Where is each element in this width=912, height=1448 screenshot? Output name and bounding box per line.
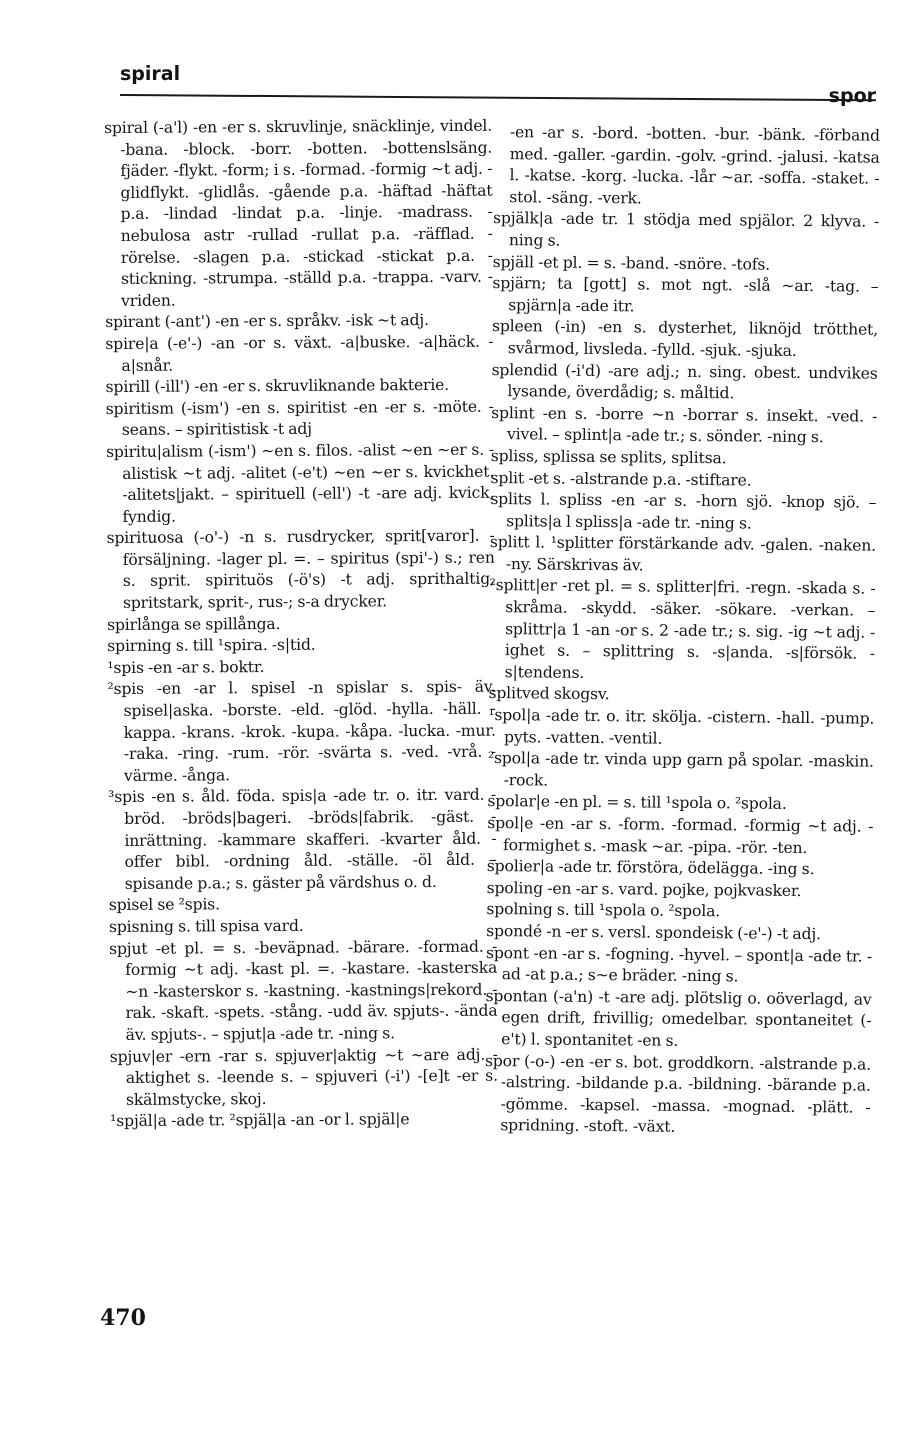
dictionary-entry: spolar|e -en pl. = s. till ¹spola o. ²spola.: [487, 792, 787, 814]
dictionary-entry: spisel se ²spis.: [108, 895, 220, 915]
right-column: [484, 122, 880, 1141]
dictionary-entry: spirlånga se spillånga.: [107, 614, 281, 634]
dictionary-entry: spolier|a -ade tr. förstöra, ödelägga. -ing s.: [486, 857, 815, 879]
dictionary-entry-continuation: -en -ar s. -bord. -botten. -bur. -bänk. -förband med. -galler. -gardin. -golv. -grind. -jalusi. -katsa l. -katse. -korg. -lucka. -lår ~ar. -soffa. -staket. -stol. -säng. -verk.: [509, 123, 880, 208]
dictionary-entry: spont -en -ar s. -fogning. -hyvel. – spont|a -ade tr. -ad -at p.a.; s~e bräder. -ning s.: [485, 943, 873, 986]
running-head-right: spor: [828, 85, 876, 107]
dictionary-entry: spire|a (-e'-) -an -or s. växt. -a|buske. -a|häck. -a|snår.: [105, 332, 494, 375]
dictionary-entry: spor (-o-) -en -er s. bot. groddkorn. -alstrande p.a. -alstring. -bildande p.a. -bildning. -bärande p.a. -gömme. -kapsel. -massa. -mognad. -plätt. -spridning. -stoft. -växt.: [484, 1051, 872, 1137]
dictionary-entry: spjälk|a -ade tr. 1 stödja med spjälor. 2 klyva. -ning s.: [492, 209, 880, 250]
dictionary-entry: ¹spol|a -ade tr. o. itr. skölja. -cistern. -hall. -pump. pyts. -vatten. -ventil.: [488, 706, 875, 748]
dictionary-entry: spiritu|alism (-ism') ~en s. filos. -alist ~en ~er s. -alistisk ~t adj. -alitet (-e't) ~en ~er s. kvickhet. -alitets|jakt. – spirituell (-ell') -t -are adj. kvick, fyndig.: [105, 440, 495, 526]
dictionary-entry: spirill (-ill') -en -er s. skruvliknande bakterie.: [105, 376, 450, 397]
dictionary-entry: splits l. spliss -en -ar s. -horn sjö. -knop sjö. – splits|a l spliss|a -ade tr. -ning s.: [490, 490, 877, 533]
dictionary-entry: ¹spis -en -ar s. boktr.: [107, 657, 265, 677]
dictionary-entry: spleen (-in) -en s. dysterhet, liknöjd trötthet, svårmod, livsleda. -fylld. -sjuk. -sjuka.: [491, 317, 879, 360]
dictionary-entry: spirning s. till ¹spira. -s|tid.: [107, 635, 316, 656]
left-column: [104, 116, 498, 1133]
dictionary-entry: spjärn; ta [gott] s. mot ngt. -slå ~ar. -tag. – spjärn|a -ade itr.: [492, 274, 879, 316]
dictionary-entry: split -et s. -alstrande p.a. -stiftare.: [490, 468, 752, 489]
dictionary-entry: spondé -n -er s. versl. spondeisk (-e'-) -t adj.: [486, 921, 821, 944]
dictionary-entry: ³spis -en s. åld. föda. spis|a -ade tr. o. itr. vard. -bröd. -bröds|bageri. -bröds|fabrik. -gäst. -inrättning. -kammare skafferi. -kvarter åld. -offer bibl. -ordning åld. -ställe. -öl åld. – spisande p.a.; s. gäster på värdshus o. d.: [108, 786, 497, 893]
header-rule: [120, 94, 876, 101]
dictionary-entry: spjut -et pl. = s. -beväpnad. -bärare. -formad. -formig ~t adj. -kast pl. =. -kastare. -kasterska ~n -kasterskor s. -kastning. -kastnings|rekord. -rak. -skaft. -spets. -stång. -udd äv. spjuts-. -ända äv. spjuts-. – spjut|a -ade tr. -ning s.: [109, 937, 498, 1044]
dictionary-entry: spiral (-a'l) -en -er s. skruvlinje, snäcklinje, vindel. -bana. -block. -borr. -botten. -bottenslsäng. fjäder. -flykt. -form; i s. -formad. -formig ~t adj. -glidflykt. -glidlås. -gående p.a. -häftad -häftat p.a. -lindad -lindat p.a. -linje. -madrass. -nebulosa astr -rullad -rullat p.a. -räfflad. -rörelse. -slagen p.a. -stickad -stickat p.a. -stickning. -strumpa. -ställd p.a. -trappa. -varv. -vriden.: [104, 116, 494, 310]
dictionary-entry: spoling -en -ar s. vard. pojke, pojkvasker.: [486, 878, 802, 900]
dictionary-entry: splint -en s. -borre ~n -borrar s. insekt. -ved. -vivel. – splint|a -ade tr.; s. sönder. -ning s.: [491, 403, 878, 447]
running-head-left: spiral: [120, 62, 181, 86]
dictionary-entry: splitt l. ¹splitter förstärkande adv. -galen. -naken. -ny. Särskrivas äv.: [489, 533, 877, 575]
dictionary-entry: spirant (-ant') -en -er s. språkv. -isk ~t adj.: [105, 311, 429, 332]
dictionary-entry: spisning s. till spisa vard.: [108, 916, 304, 936]
dictionary-entry: spolning s. till ¹spola o. ²spola.: [486, 900, 721, 921]
dictionary-entry: splitved skogsv.: [488, 684, 610, 704]
dictionary-entry: splendid (-i'd) -are adj.; n. sing. obest. undvikes lysande, överdådig; s. måltid.: [491, 360, 878, 403]
dictionary-entry: ²spis -en -ar l. spisel -n spislar s. spis- äv. spisel|aska. -borste. -eld. -glöd. -hylla. -häll. -kappa. -krans. -krok. -kupa. -kåpa. -lucka. -mur. -raka. -ring. -rum. -rör. -svärta s. -ved. -vrå. -värme. -ånga.: [107, 678, 496, 785]
dictionary-entry: spirituosa (-o'-) -n s. rusdrycker, sprit[varor]. -försäljning. -lager pl. =. – spiritus (spi'-) s.; ren s. sprit. spirituös (-ö's) -t adj. sprithaltig, spritstark, sprit-, rus-; s-a drycker.: [106, 526, 495, 612]
dictionary-entry: ¹spjäl|a -ade tr. ²spjäl|a -an -or l. spjäl|e: [110, 1110, 410, 1131]
dictionary-entry: spjäll -et pl. = s. -band. -snöre. -tofs.: [492, 252, 771, 274]
dictionary-entry: ²spol|a -ade tr. vinda upp garn på spolar. -maskin. -rock.: [487, 749, 874, 790]
page-number: 470: [100, 1305, 146, 1331]
dictionary-entry: spol|e -en -ar s. -form. -formad. -formig ~t adj. -formighet s. -mask ~ar. -pipa. -rör. -ten.: [487, 813, 874, 857]
dictionary-entry: ²splitt|er -ret pl. = s. splitter|fri. -regn. -skada s. -skråma. -skydd. -säker. -sökare. -verkan. – splittr|a 1 -an -or s. 2 -ade tr.; s. sig. -ig ~t adj. -ighet s. – splittring s. -s|anda. -s|försök. -s|tendens.: [489, 576, 876, 682]
dictionary-entry: spontan (-a'n) -t -are adj. plötslig o. oöverlagd, av egen drift, frivillig; omedelbar. spontaneitet (-e't) l. spontanitet -en s.: [485, 986, 872, 1050]
dictionary-entry: spiritism (-ism') -en s. spiritist -en -er s. -möte. -seans. – spiritistisk -t adj: [105, 397, 494, 440]
dictionary-entry: spjuv|er -ern -rar s. spjuver|aktig ~t ~are adj. -aktighet s. -leende s. – spjuveri (-i') -[e]t -er s. skälmstycke, skoj.: [109, 1045, 498, 1109]
dictionary-entry: spliss, splissa se splits, splitsa.: [490, 446, 727, 468]
